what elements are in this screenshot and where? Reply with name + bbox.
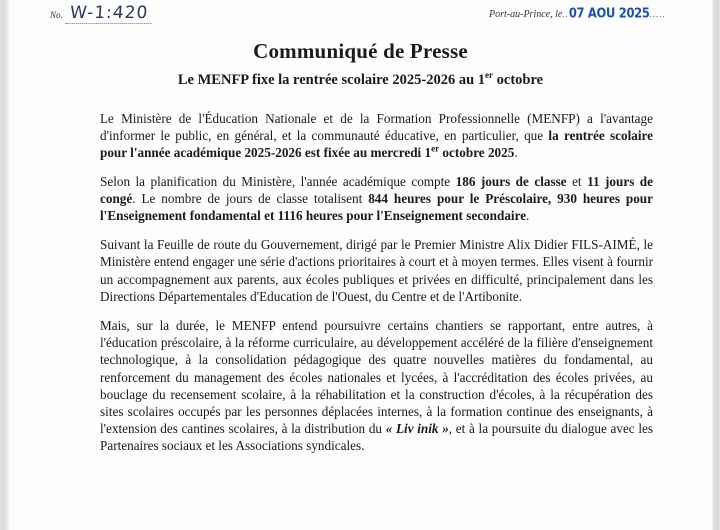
paragraph-text: . Le nombre de jours de classe totalisent — [132, 190, 369, 206]
paragraph-announcement — [100, 110, 653, 162]
date-stamp: 07 AOU 2025 — [568, 4, 650, 22]
date-dots-before: .. — [562, 9, 569, 19]
paragraph-italic-text: « Liv inik » — [385, 421, 449, 437]
paragraph-bold-text: la rentrée scolaire pour l'année académique 2025-2026 est fixée au mercredi 1 — [100, 128, 653, 161]
document-subtitle — [9, 72, 712, 89]
paragraph-bold-text: 844 heures pour le Préscolaire, 930 heures pour l'Enseignement fondamental et 1116 heures pour l'Enseignement secondaire — [100, 190, 653, 224]
paragraph-planning — [100, 173, 653, 225]
reference-label: No. — [50, 10, 63, 20]
paragraph-bold-text: 11 jours de congé — [100, 173, 653, 206]
place-label: Port-au-Prince, le — [489, 9, 563, 20]
paragraph-bold-text: octobre 2025 — [439, 145, 515, 161]
subtitle-superscript: er — [485, 70, 494, 81]
page-edge-right — [712, 0, 720, 530]
document-body — [100, 110, 653, 468]
document-title: Communiqué de Presse — [253, 39, 468, 63]
paragraph-text: Le Ministère de l'Éducation Nationale et de la Formation Professionnelle (MENFP) a l'avantage d'informer le public, en général, et la communauté éducative, en particulier, que — [100, 111, 653, 144]
paragraph-text: Selon la planification du Ministère, l'année académique compte — [100, 173, 456, 189]
subtitle-text-end: octobre — [493, 72, 544, 88]
paragraph-superscript: er — [431, 144, 440, 155]
place-and-date — [489, 6, 666, 20]
paragraph-text: . — [514, 145, 518, 161]
paragraph-long-term-projects — [100, 317, 653, 455]
reference-handwritten-value: W-1:420 — [65, 3, 153, 24]
paragraph-bold-text: 186 jours de classe — [455, 173, 567, 189]
paragraph-text: et — [566, 173, 588, 189]
subtitle-text: Le MENFP fixe la rentrée scolaire 2025-2026 au 1 — [177, 72, 486, 88]
paragraph-text: Mais, sur la durée, le MENFP entend poursuivre certains chantiers se rapportant, entre autres, à l'éducation préscolaire, à la réforme curriculaire, au développement accéléré de la filière d'enseignement technologique, à la consolidation pédagogique des quatre nouvelles matières du fondamental, au renforcement du management des écoles nationales et lycées, à l'accréditation des écoles privées, au bouclage du recensement scolaire, à la réhabilitation et la construction d'écoles, à la récupération des sites scolaires occupés par les personnes déplacées internes, à la formation continue des enseignants, à l'extension des cantines scolaires, à la distribution du — [100, 318, 653, 437]
reference-number — [50, 3, 152, 24]
document-header — [9, 0, 712, 30]
paragraph-text: . — [526, 208, 530, 224]
paragraph-text: , et à la poursuite du dialogue avec les Partenaires sociaux et les Associations syndicales. — [100, 421, 653, 454]
page-edge-left — [0, 0, 9, 530]
document-page — [9, 0, 712, 530]
paragraph-roadmap: Suivant la Feuille de route du Gouvernement, dirigé par le Premier Ministre Alix Didier FILS-AIMÉ, le Ministère entend engager une série d'actions prioritaires à court et à moyen termes. Elles visent à fournir un accompagnement aux parents, aux écoles publiques et privées en difficulté, principalement dans les Directions Départementales d'Education de l'Ouest, du Centre et de l'Artibonite. — [100, 237, 653, 304]
date-dots-after: ..... — [649, 9, 666, 19]
